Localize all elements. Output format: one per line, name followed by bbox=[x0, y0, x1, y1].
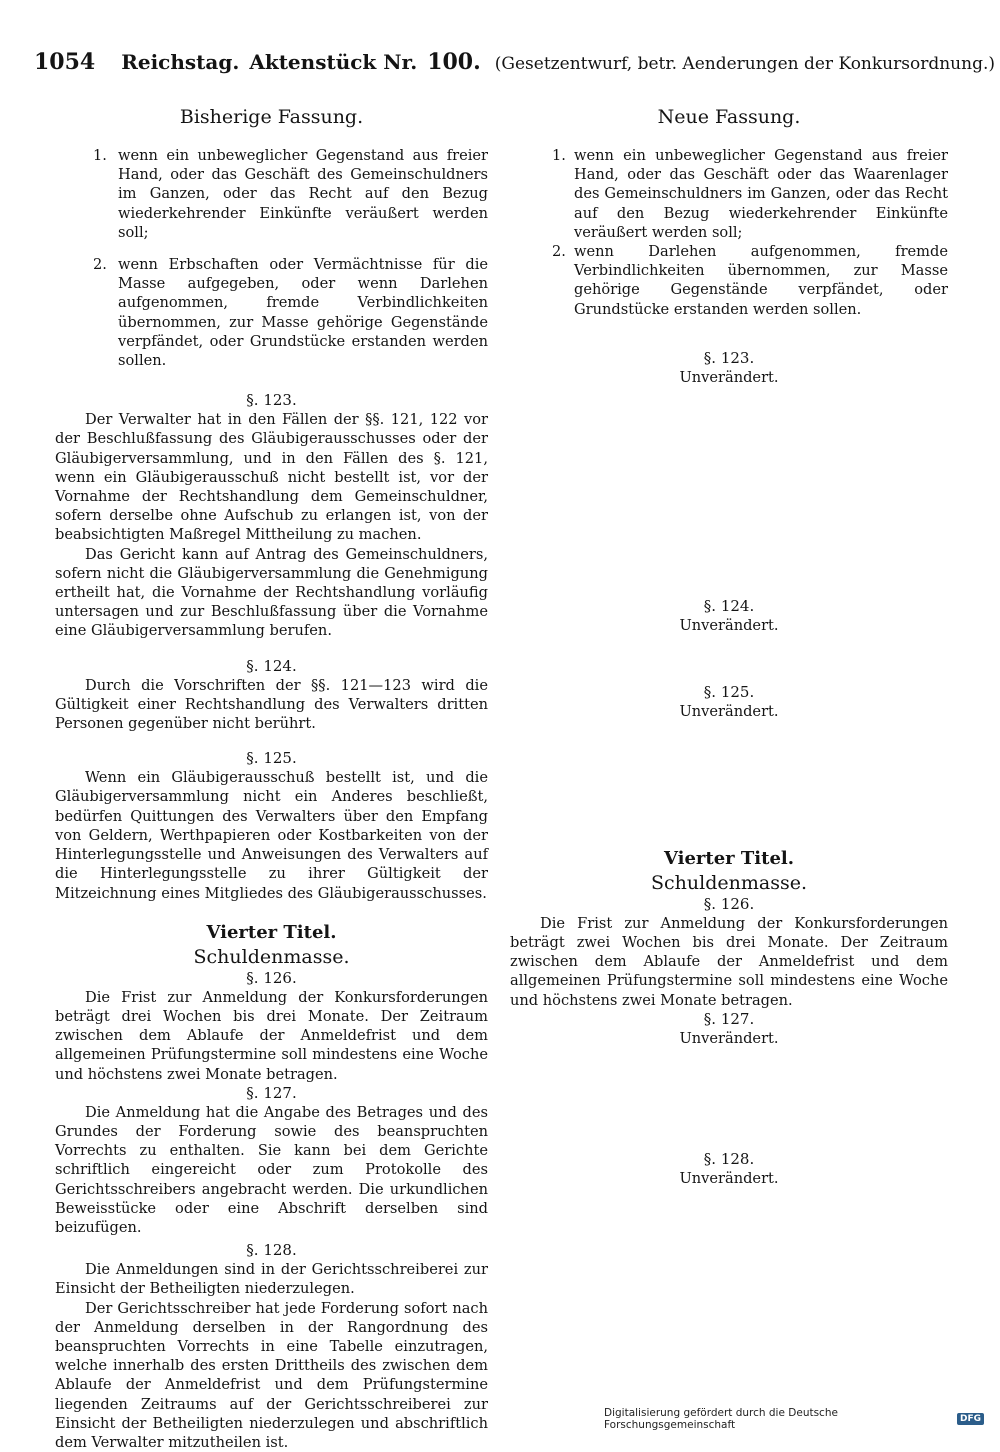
column-heading-previous: Bisherige Fassung. bbox=[179, 106, 364, 128]
section-number-125: §. 125. bbox=[246, 749, 297, 768]
digitization-credit bbox=[604, 1409, 984, 1429]
section-127-paragraph: Die Anmeldung hat die Angabe des Betrages und des Grundes der Forderung sowie des beanspruchten Vorrechts zu enthalten. Sie kann bei dem Gerichte schriftlich eingereicht oder zum Protokolle des Gerichtsschreibers angebracht werden. Die urkundlichen Beweisstücke oder eine Abschrift derselben sind beizufügen. bbox=[55, 1103, 488, 1236]
section-number-127: §. 127. bbox=[246, 1083, 297, 1102]
column-previous-version bbox=[55, 102, 488, 1452]
title-heading: Vierter Titel. bbox=[206, 921, 337, 943]
column-heading-new: Neue Fassung. bbox=[657, 106, 801, 128]
section-number-128: §. 128. bbox=[703, 1149, 755, 1168]
list-item-text: wenn Darlehen aufgenommen, fremde Verbindlichkeiten übernommen, zur Masse gehörige Gegenstände verpfändet, oder Grundstücke erstanden werden sollen. bbox=[574, 243, 948, 318]
title-heading: Vierter Titel. bbox=[663, 847, 795, 869]
section-125-unchanged: Unverändert. bbox=[679, 702, 779, 720]
list-item-number: 2. bbox=[552, 243, 566, 261]
section-number-123: §. 123. bbox=[703, 348, 755, 367]
section-128-unchanged: Unverändert. bbox=[679, 1169, 779, 1187]
list-item-number: 2. bbox=[93, 256, 107, 274]
section-number-126: §. 126. bbox=[703, 894, 755, 913]
header-reichstag: Reichstag. bbox=[121, 50, 240, 74]
footer-credit-text: Digitalisierung gefördert durch die Deutsche Forschungsgemeinschaft bbox=[604, 1407, 838, 1431]
section-124-paragraph: Durch die Vorschriften der §§. 121—123 wird die Gültigkeit einer Rechtshandlung des Verwalters dritten Personen gegenüber nicht berührt. bbox=[55, 676, 488, 733]
list-item-text: wenn Erbschaften oder Vermächtnisse für die Masse aufgegeben, oder wenn Darlehen aufgenommen, fremde Verbindlichkeiten übernommen, zur Masse gehörige Gegenstände verpfändet, oder Grundstücke erstanden werden sollen. bbox=[118, 256, 488, 370]
section-125-paragraph: Wenn ein Gläubigerausschuß bestellt ist, und die Gläubigerversammlung nicht ein Anderes beschließt, bedürfen Quittungen des Verwalters über den Empfang von Geldern, Werthpapieren oder Kostbarkeiten von der Hinterlegungsstelle und Anweisungen des Verwalters auf die Hinterlegungsstelle zu ihrer Gültigkeit der Mitzeichnung eines Mitgliedes des Gläubigerausschusses. bbox=[55, 769, 488, 902]
section-123-unchanged: Unverändert. bbox=[679, 368, 779, 386]
list-item bbox=[55, 146, 488, 242]
section-number-124: §. 124. bbox=[703, 596, 755, 615]
section-128-paragraph-1: Die Anmeldungen sind in der Gerichtsschreiberei zur Einsicht der Betheiligten niederzulegen. bbox=[55, 1261, 488, 1298]
section-124-unchanged: Unverändert. bbox=[679, 616, 779, 634]
section-127-unchanged: Unverändert. bbox=[679, 1029, 779, 1047]
section-number-125: §. 125. bbox=[703, 682, 755, 701]
list-item-number: 1. bbox=[93, 147, 107, 164]
column-new-version bbox=[510, 102, 948, 1188]
section-128-paragraph-2: Der Gerichtsschreiber hat jede Forderung sofort nach der Anmeldung derselben in der Rangordnung des beanspruchten Vorrechts in eine Tabelle einzutragen, welche innerhalb des ersten Drittheils des zwischen dem Ablaufe der Anmeldefrist und dem Prüfungstermine liegenden Zeitraums auf der Gerichtsschreiberei zur Einsicht der Betheiligten niederzulegen und abschriftlich dem Verwalter mitzutheilen ist. bbox=[55, 1299, 488, 1451]
page-header bbox=[34, 49, 995, 79]
list-item bbox=[510, 146, 948, 242]
section-number-128: §. 128. bbox=[246, 1241, 297, 1260]
page-number: 1054 bbox=[34, 49, 96, 75]
section-number-123: §. 123. bbox=[246, 391, 297, 410]
dfg-logo: DFG bbox=[957, 1413, 984, 1425]
section-123-paragraph-2: Das Gericht kann auf Antrag des Gemeinschuldners, sofern nicht die Gläubigerversammlung die Genehmigung ertheilt hat, die Vornahme der Rechtshandlung vorläufig untersagen und zur Beschlußfassung über die Vornahme eine Gläubigerversammlung berufen. bbox=[55, 545, 488, 640]
section-number-127: §. 127. bbox=[703, 1009, 755, 1028]
header-aktenstueck: Aktenstück Nr. bbox=[249, 50, 418, 74]
section-123-paragraph-1: Der Verwalter hat in den Fällen der §§. 121, 122 vor der Beschlußfassung des Gläubigerausschusses oder der Gläubigerversammlung, und in den Fällen des §. 121, wenn ein Gläubigerausschuß nicht bestellt ist, vor der Vornahme der Rechtshandlung dem Gemeinschuldner, sofern derselbe ohne Aufschub zu erlangen ist, von der beabsichtigten Maßregel Mittheilung zu machen. bbox=[55, 411, 488, 544]
list-item-text: wenn ein unbeweglicher Gegenstand aus freier Hand, oder das Geschäft oder das Waarenlager des Gemeinschuldners im Ganzen, oder das Recht auf den Bezug wiederkehrender Einkünfte veräußert werden soll; bbox=[574, 147, 948, 241]
title-subheading: Schuldenmasse. bbox=[193, 945, 350, 968]
section-number-124: §. 124. bbox=[246, 656, 297, 675]
section-number-126: §. 126. bbox=[246, 968, 297, 987]
title-subheading: Schuldenmasse. bbox=[651, 871, 807, 894]
list-item-text: wenn ein unbeweglicher Gegenstand aus freier Hand, oder das Geschäft des Gemeinschuldners im Ganzen, oder das Recht auf den Bezug wiederkehrender Einkünfte veräußert werden soll; bbox=[118, 147, 488, 241]
header-subject: (Gesetzentwurf, betr. Aenderungen der Konkursordnung.) bbox=[494, 54, 995, 74]
section-126-paragraph: Die Frist zur Anmeldung der Konkursforderungen beträgt drei Wochen bis drei Monate. Der Zeitraum zwischen dem Ablaufe der Anmeldefrist und dem allgemeinen Prüfungstermine soll mindestens eine Woche und höchstens zwei Monate betragen. bbox=[55, 988, 488, 1083]
list-item bbox=[55, 255, 488, 370]
list-item bbox=[510, 242, 948, 319]
section-126-paragraph: Die Frist zur Anmeldung der Konkursforderungen beträgt zwei Wochen bis drei Monate. Der Zeitraum zwischen dem Ablaufe der Anmeldefrist und dem allgemeinen Prüfungstermine soll mindestens eine Woche und höchstens zwei Monate betragen. bbox=[510, 914, 948, 1009]
list-item-number: 1. bbox=[552, 147, 566, 164]
header-document-number: 100. bbox=[427, 49, 481, 75]
